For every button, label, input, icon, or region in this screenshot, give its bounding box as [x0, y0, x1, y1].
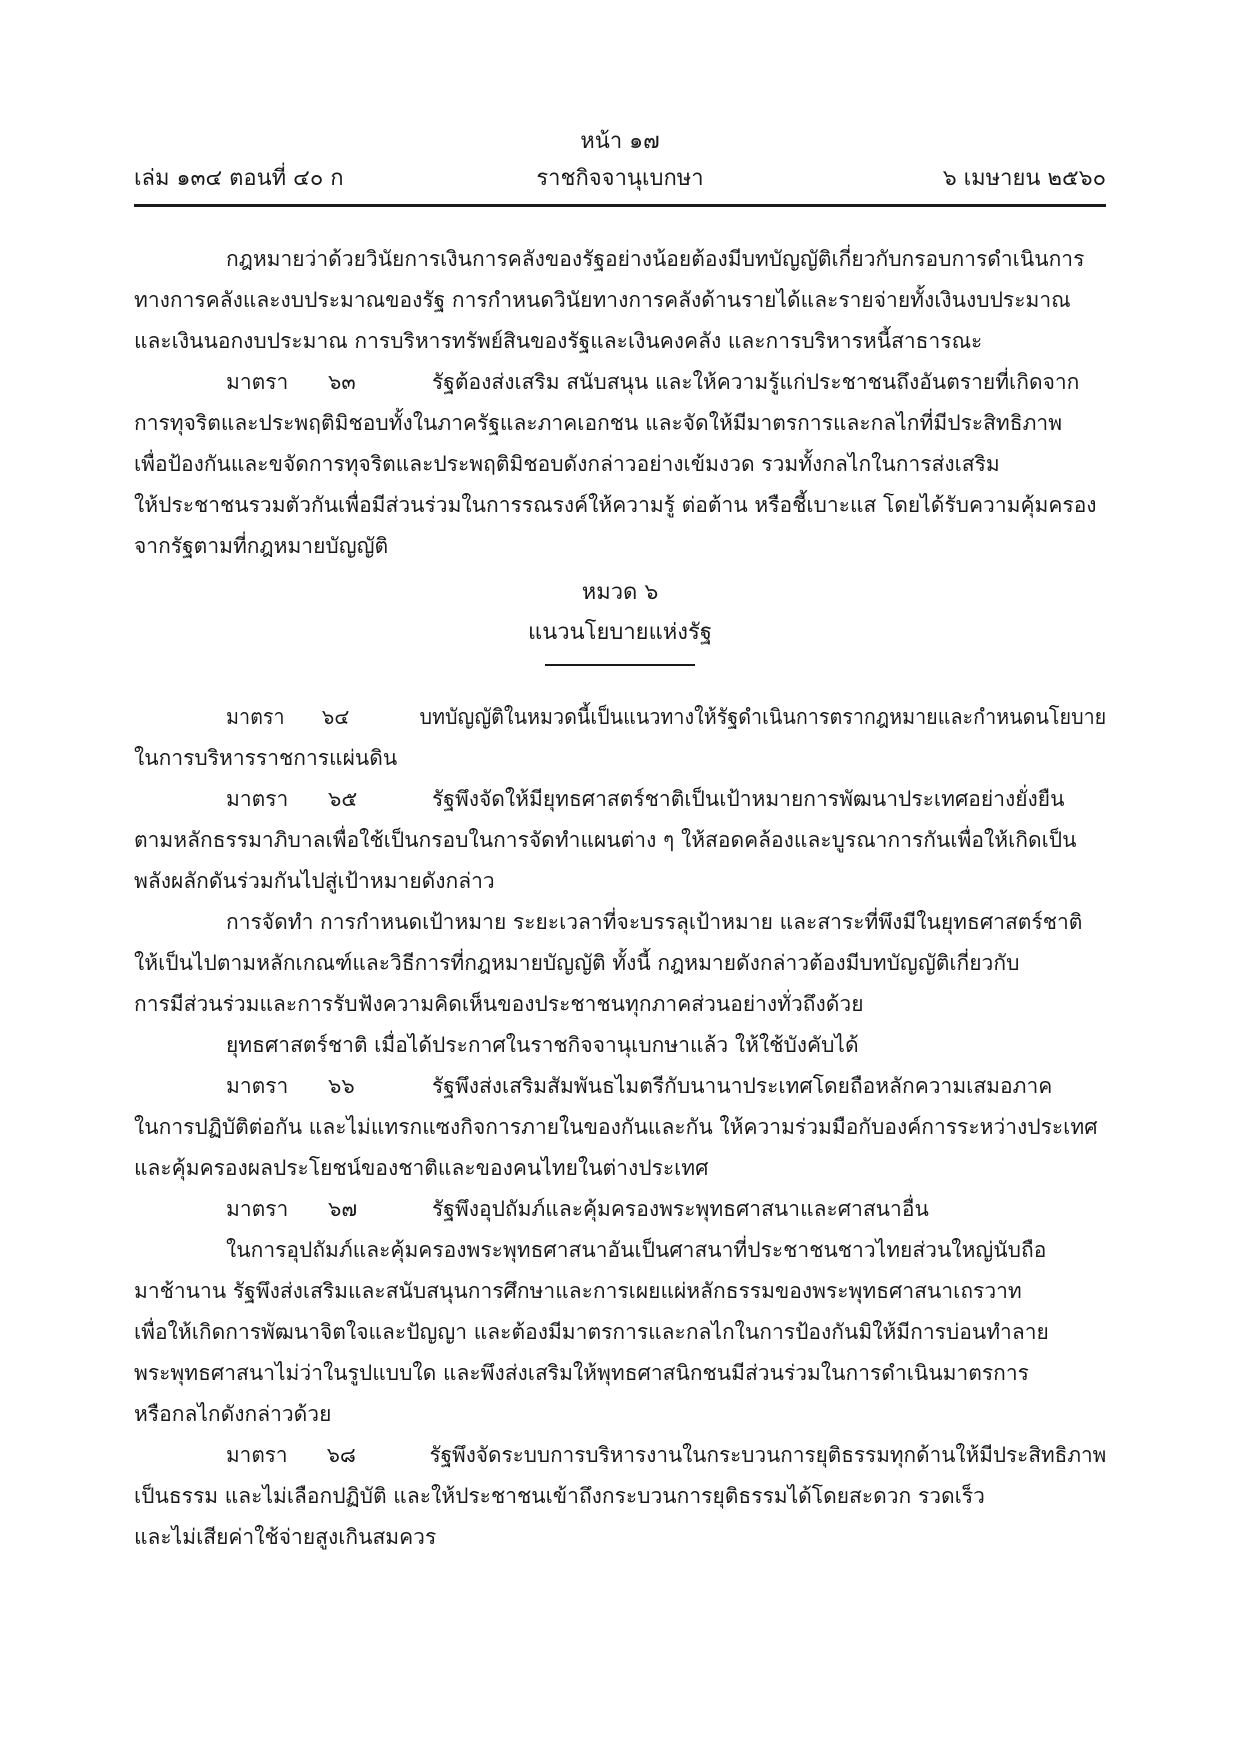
section-label: มาตรา	[226, 787, 289, 811]
text-line: และเงินนอกงบประมาณ การบริหารทรัพย์สินของรัฐและเงินคงคลัง และการบริหารหนี้สาธารณะ	[134, 329, 983, 353]
chapter-underline	[545, 664, 695, 666]
text-line: จากรัฐตามที่กฎหมายบัญญัติ	[134, 534, 389, 558]
text-line: เป็นธรรม และไม่เลือกปฏิบัติ และให้ประชาชนเข้าถึงกระบวนการยุติธรรมได้โดยสะดวก รวดเร็ว	[134, 1484, 985, 1508]
chapter-title: แนวนโยบายแห่งรัฐ	[528, 620, 712, 645]
section-68	[226, 1440, 1106, 1470]
text-line: การมีส่วนร่วมและการรับฟังความคิดเห็นของประชาชนทุกภาคส่วนอย่างทั่วถึงด้วย	[134, 992, 864, 1016]
section-text: รัฐพึงส่งเสริมสัมพันธไมตรีกับนานาประเทศโดยถือหลักความเสมอภาค	[432, 1074, 1053, 1098]
text-line: การทุจริตและประพฤติมิชอบทั้งในภาครัฐและภาคเอกชน และจัดให้มีมาตรการและกลไกที่มีประสิทธิภาพ	[134, 411, 1063, 435]
text-line: ในการบริหารราชการแผ่นดิน	[134, 746, 398, 770]
section-label: มาตรา	[226, 1074, 289, 1098]
text-line: และไม่เสียค่าใช้จ่ายสูงเกินสมควร	[134, 1525, 437, 1549]
section-label: มาตรา	[226, 1443, 288, 1467]
section-text: รัฐพึงอุปถัมภ์และคุ้มครองพระพุทธศาสนาและศาสนาอื่น	[432, 1197, 929, 1221]
text-line: ให้ประชาชนรวมตัวกันเพื่อมีส่วนร่วมในการรณรงค์ให้ความรู้ ต่อต้าน หรือชี้เบาะแส โดยได้รับความคุ้มครอง	[134, 493, 1097, 517]
text-line: ยุทธศาสตร์ชาติ เมื่อได้ประกาศในราชกิจจานุเบกษาแล้ว ให้ใช้บังคับได้	[226, 1033, 859, 1057]
text-line: ในการอุปถัมภ์และคุ้มครองพระพุทธศาสนาอันเป็นศาสนาที่ประชาชนชาวไทยส่วนใหญ่นับถือ	[226, 1238, 1047, 1262]
section-label: มาตรา	[226, 1197, 289, 1221]
text-line: ในการปฏิบัติต่อกัน และไม่แทรกแซงกิจการภายในของกันและกัน ให้ความร่วมมือกับองค์การระหว่างประเทศ	[134, 1115, 1098, 1139]
section-label: มาตรา	[226, 370, 289, 394]
section-number: ๖๔	[321, 705, 350, 729]
gazette-name: ราชกิจจานุเบกษา	[536, 166, 704, 191]
section-number: ๖๗	[328, 1197, 358, 1221]
section-text: รัฐต้องส่งเสริม สนับสนุน และให้ความรู้แก่ประชาชนถึงอันตรายที่เกิดจาก	[432, 370, 1080, 394]
text-line: ให้เป็นไปตามหลักเกณฑ์และวิธีการที่กฎหมายบัญญัติ ทั้งนี้ กฎหมายดังกล่าวต้องมีบทบัญญัติเกี่ยวกับ	[134, 951, 1020, 975]
section-66	[226, 1071, 1052, 1101]
text-line: พระพุทธศาสนาไม่ว่าในรูปแบบใด และพึงส่งเสริมให้พุทธศาสนิกชนมีส่วนร่วมในการดำเนินมาตรการ	[134, 1361, 1029, 1385]
text-line: ตามหลักธรรมาภิบาลเพื่อใช้เป็นกรอบในการจัดทำแผนต่าง ๆ ให้สอดคล้องและบูรณาการกันเพื่อให้เกิดเป็น	[134, 828, 1077, 852]
text-line: เพื่อป้องกันและขจัดการทุจริตและประพฤติมิชอบดังกล่าวอย่างเข้มงวด รวมทั้งกลไกในการส่งเสริม	[134, 452, 1000, 476]
page-number: หน้า ๑๗	[580, 129, 660, 154]
section-number: ๖๘	[326, 1443, 356, 1467]
section-67	[226, 1194, 929, 1224]
section-text: รัฐพึงจัดระบบการบริหารงานในกระบวนการยุติธรรมทุกด้านให้มีประสิทธิภาพ	[429, 1443, 1107, 1467]
section-65	[226, 784, 1064, 814]
section-text: บทบัญญัติในหมวดนี้เป็นแนวทางให้รัฐดำเนินการตรากฎหมายและกำหนดนโยบาย	[419, 705, 1107, 729]
section-64	[226, 702, 1106, 732]
header-rule	[134, 204, 1106, 207]
section-text: รัฐพึงจัดให้มียุทธศาสตร์ชาติเป็นเป้าหมายการพัฒนาประเทศอย่างยั่งยืน	[432, 787, 1065, 811]
volume-issue: เล่ม ๑๓๔ ตอนที่ ๔๐ ก	[134, 166, 344, 191]
text-line: ทางการคลังและงบประมาณของรัฐ การกำหนดวินัยทางการคลังด้านรายได้และรายจ่ายทั้งเงินงบประมาณ	[134, 288, 1071, 312]
section-number: ๖๖	[328, 1074, 355, 1098]
text-line: และคุ้มครองผลประโยชน์ของชาติและของคนไทยในต่างประเทศ	[134, 1156, 709, 1180]
text-line: การจัดทำ การกำหนดเป้าหมาย ระยะเวลาที่จะบรรลุเป้าหมาย และสาระที่พึงมีในยุทธศาสตร์ชาติ	[226, 910, 1083, 934]
chapter-number: หมวด ๖	[581, 580, 659, 605]
publication-date: ๖ เมษายน ๒๕๖๐	[942, 166, 1106, 191]
text-line: เพื่อให้เกิดการพัฒนาจิตใจและปัญญา และต้องมีมาตรการและกลไกในการป้องกันมิให้มีการบ่อนทำลาย	[134, 1320, 1049, 1344]
section-number: ๖๕	[328, 787, 358, 811]
text-line: มาช้านาน รัฐพึงส่งเสริมและสนับสนุนการศึกษาและการเผยแผ่หลักธรรมของพระพุทธศาสนาเถรวาท	[134, 1279, 1022, 1303]
text-line: กฎหมายว่าด้วยวินัยการเงินการคลังของรัฐอย่างน้อยต้องมีบทบัญญัติเกี่ยวกับกรอบการดำเนินการ	[226, 247, 1085, 271]
section-63	[226, 367, 1079, 397]
text-line: พลังผลักดันร่วมกันไปสู่เป้าหมายดังกล่าว	[134, 869, 495, 893]
section-number: ๖๓	[328, 370, 356, 394]
section-label: มาตรา	[226, 705, 285, 729]
text-line: หรือกลไกดังกล่าวด้วย	[134, 1402, 332, 1426]
